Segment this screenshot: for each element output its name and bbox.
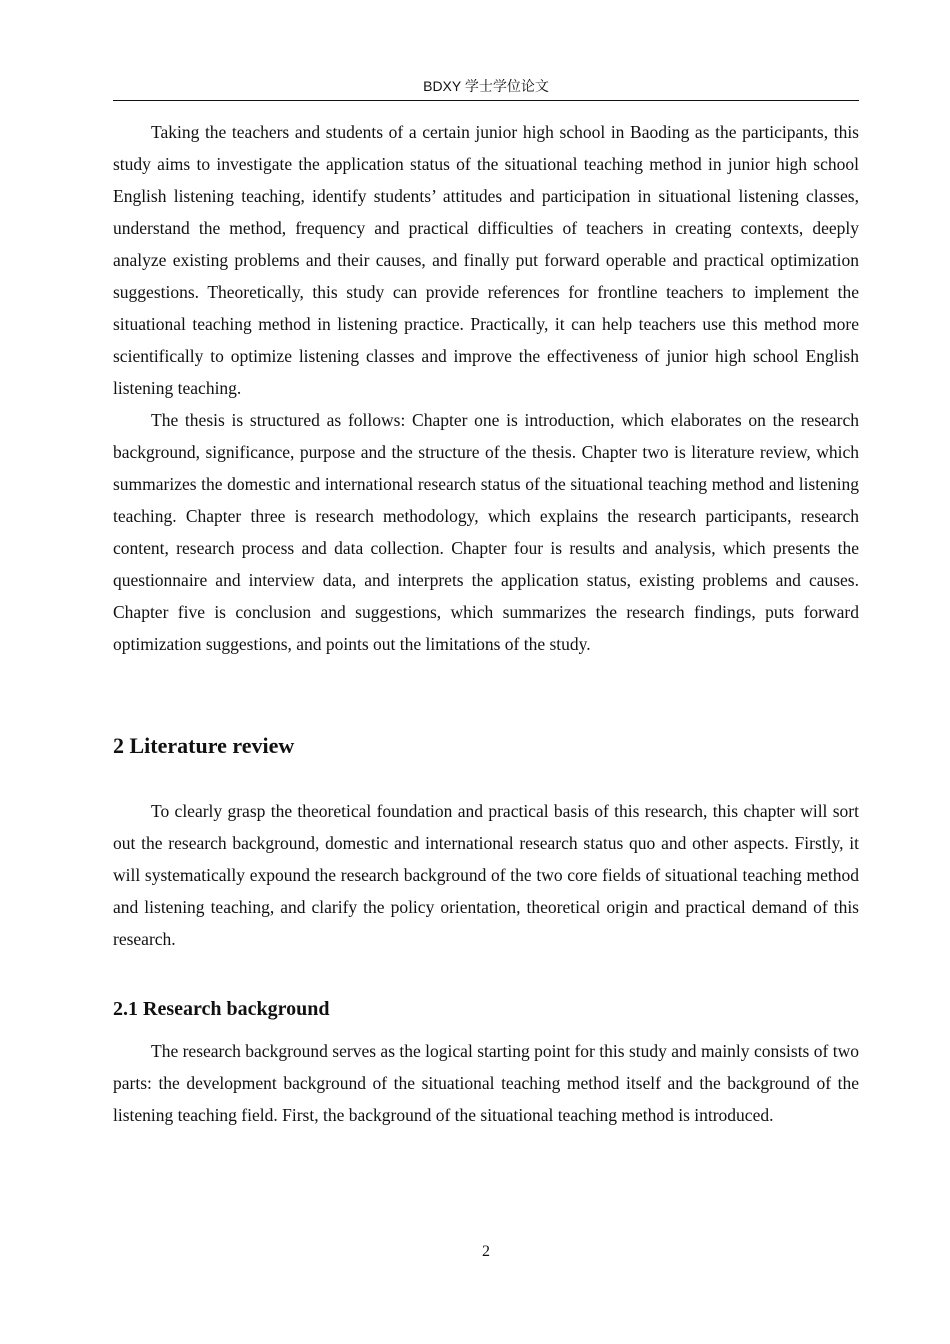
header-rule [113,100,859,101]
spacer [113,660,859,730]
spacer [113,1025,859,1035]
body-paragraph-1: Taking the teachers and students of a certain junior high school in Baoding as the participants, this study aims to investigate the application status of the situational teaching method in junior high school English listening teaching, identify students’ attitudes and participation in situational listening classes, understand the method, frequency and practical difficulties of teachers in creating contexts, deeply analyze existing problems and their causes, and finally put forward operable and practical optimization suggestions. Theoretically, this study can provide references for frontline teachers to implement the situational teaching method in listening practice. Practically, it can help teachers use this method more scientifically to optimize listening classes and improve the effectiveness of junior high school English listening teaching. [113,122,859,398]
chapter-heading: 2 Literature review [113,733,295,758]
section-heading: 2.1 Research background [113,998,330,1020]
spacer [113,762,859,795]
body-paragraph-3: To clearly grasp the theoretical foundation and practical basis of this research, this chapter will sort out the research background, domestic and international research status quo and other aspects. Firstly, it will systematically expound the research background of the two core fields of situational teaching method and listening teaching, and clarify the policy orientation, theoretical origin and practical demand of this research. [113,801,859,949]
running-header: BDXY 学士学位论文 [423,78,549,94]
body-paragraph-4: The research background serves as the logical starting point for this study and mainly consists of two parts: the development background of the situational teaching method itself and the background of the listening teaching field. First, the background of the situational teaching method is introduced. [113,1041,859,1125]
page-number: 2 [482,1243,490,1260]
page-content [113,116,859,1131]
body-paragraph-2: The thesis is structured as follows: Chapter one is introduction, which elaborates on the research background, significance, purpose and the structure of the thesis. Chapter two is literature review, which summarizes the domestic and international research status of the situational teaching method and listening teaching. Chapter three is research methodology, which explains the research participants, research content, research process and data collection. Chapter four is results and analysis, which presents the questionnaire and interview data, and interprets the application status, existing problems and causes. Chapter five is conclusion and suggestions, which summarizes the research findings, puts forward optimization suggestions, and points out the limitations of the study. [113,410,859,654]
spacer [113,955,859,993]
